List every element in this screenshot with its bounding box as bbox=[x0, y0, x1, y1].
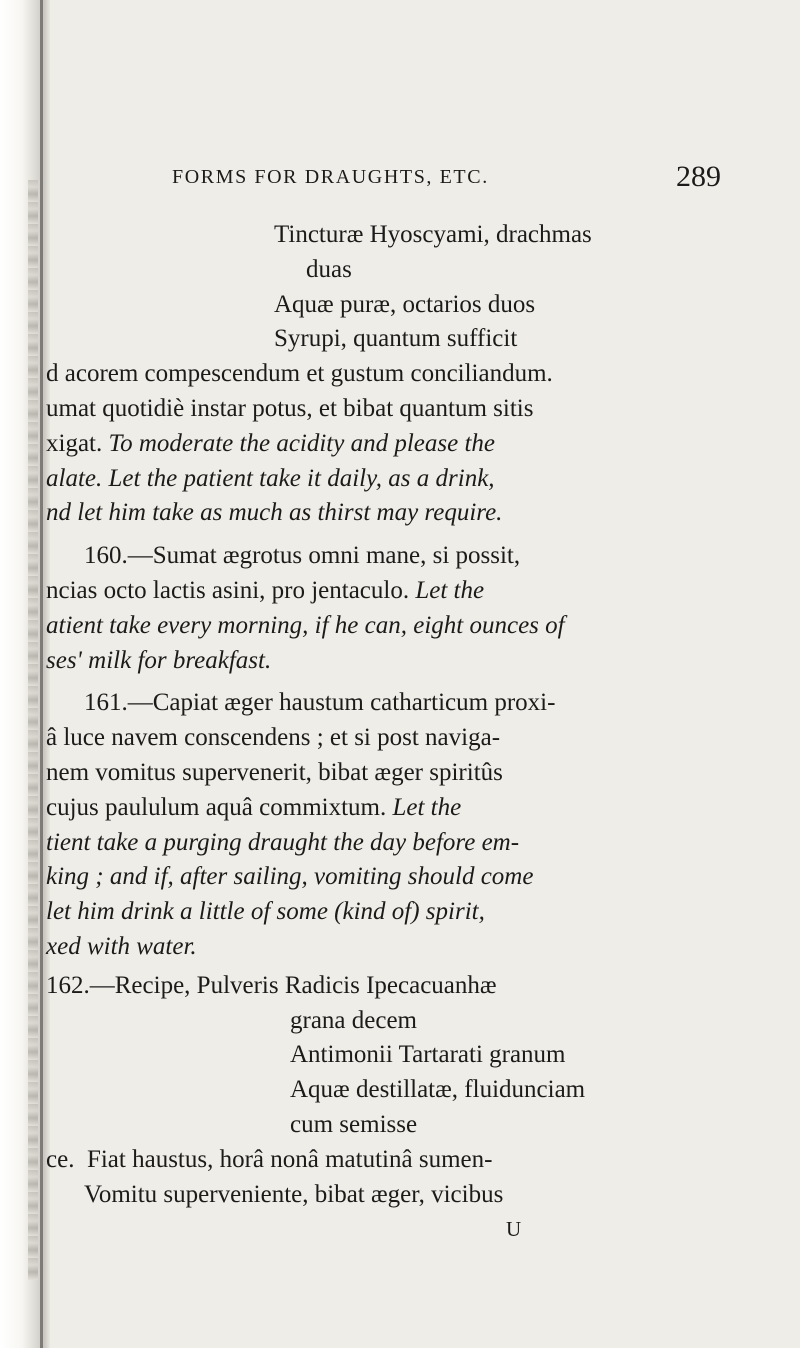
translation-text: Let the bbox=[392, 793, 462, 821]
latin-text: Fiat haustus, horâ nonâ matutinâ sumen- bbox=[86, 1145, 493, 1173]
translation-text: xed with water. bbox=[46, 932, 197, 960]
text-line bbox=[46, 860, 786, 895]
text-line bbox=[46, 1143, 786, 1178]
page-body bbox=[46, 218, 786, 1247]
text-line: â luce navem conscendens ; et si post naviga- bbox=[46, 724, 501, 752]
translation-text: let him drink a little of some (kind of) spirit, bbox=[46, 898, 485, 926]
translation-text: Let the patient take it daily, as a drink, bbox=[108, 464, 495, 492]
latin-text: cujus paululum aquâ commixtum. bbox=[46, 793, 387, 821]
text-line bbox=[46, 609, 786, 644]
translation-text: atient take every morning, if he can, eight ounces of bbox=[46, 611, 565, 639]
text-line bbox=[46, 427, 786, 462]
text-line: grana decem bbox=[290, 1006, 418, 1034]
page-header bbox=[0, 160, 800, 210]
latin-text: ce. bbox=[46, 1145, 75, 1173]
translation-text: To moderate the acidity and please the bbox=[108, 429, 496, 457]
text-line bbox=[46, 930, 786, 965]
running-head: FORMS FOR DRAUGHTS, ETC. bbox=[172, 166, 489, 188]
translation-text: tient take a purging draught the day before em- bbox=[46, 828, 520, 856]
text-line: Vomitu superveniente, bibat æger, vicibus bbox=[84, 1180, 504, 1208]
paragraph-160-start: 160.—Sumat ægrotus omni mane, si possit, bbox=[84, 542, 521, 570]
text-line bbox=[46, 826, 786, 861]
text-line: Syrupi, quantum sufficit bbox=[274, 325, 518, 353]
text-line: Tincturæ Hyoscyami, drachmas bbox=[274, 221, 592, 248]
latin-text: ncias octo lactis asini, pro jentaculo. bbox=[46, 576, 410, 604]
text-line bbox=[46, 462, 786, 497]
latin-text: xigat. bbox=[46, 429, 103, 457]
text-line: cum semisse bbox=[290, 1110, 418, 1138]
paragraph-162-start: 162.—Recipe, Pulveris Radicis Ipecacuanhæ bbox=[46, 971, 497, 999]
text-line bbox=[46, 496, 786, 531]
translation-text: nd let him take as much as thirst may require. bbox=[46, 499, 503, 527]
translation-text: Let the bbox=[415, 576, 485, 604]
text-line: d acorem compescendum et gustum conciliandum. bbox=[46, 360, 553, 388]
text-line: duas bbox=[306, 255, 352, 283]
text-line bbox=[46, 574, 786, 609]
paragraph-161-start: 161.—Capiat æger haustum catharticum proxi- bbox=[84, 689, 556, 717]
text-line: Aquæ destillatæ, fluidunciam bbox=[290, 1076, 586, 1104]
text-line: Aquæ puræ, octarios duos bbox=[274, 290, 536, 318]
page-number: 289 bbox=[676, 160, 721, 193]
signature-mark: U bbox=[506, 1217, 522, 1242]
translation-text: king ; and if, after sailing, vomiting should come bbox=[46, 863, 534, 891]
translation-text: alate. bbox=[46, 464, 103, 492]
text-line: umat quotidiè instar potus, et bibat quantum sitis bbox=[46, 394, 534, 422]
translation-text: ses' milk for breakfast. bbox=[46, 646, 272, 674]
text-line bbox=[46, 644, 786, 679]
text-line: Antimonii Tartarati granum bbox=[290, 1041, 566, 1069]
text-line bbox=[46, 895, 786, 930]
text-line: nem vomitus supervenerit, bibat æger spiritûs bbox=[46, 758, 503, 786]
text-line bbox=[46, 791, 786, 826]
